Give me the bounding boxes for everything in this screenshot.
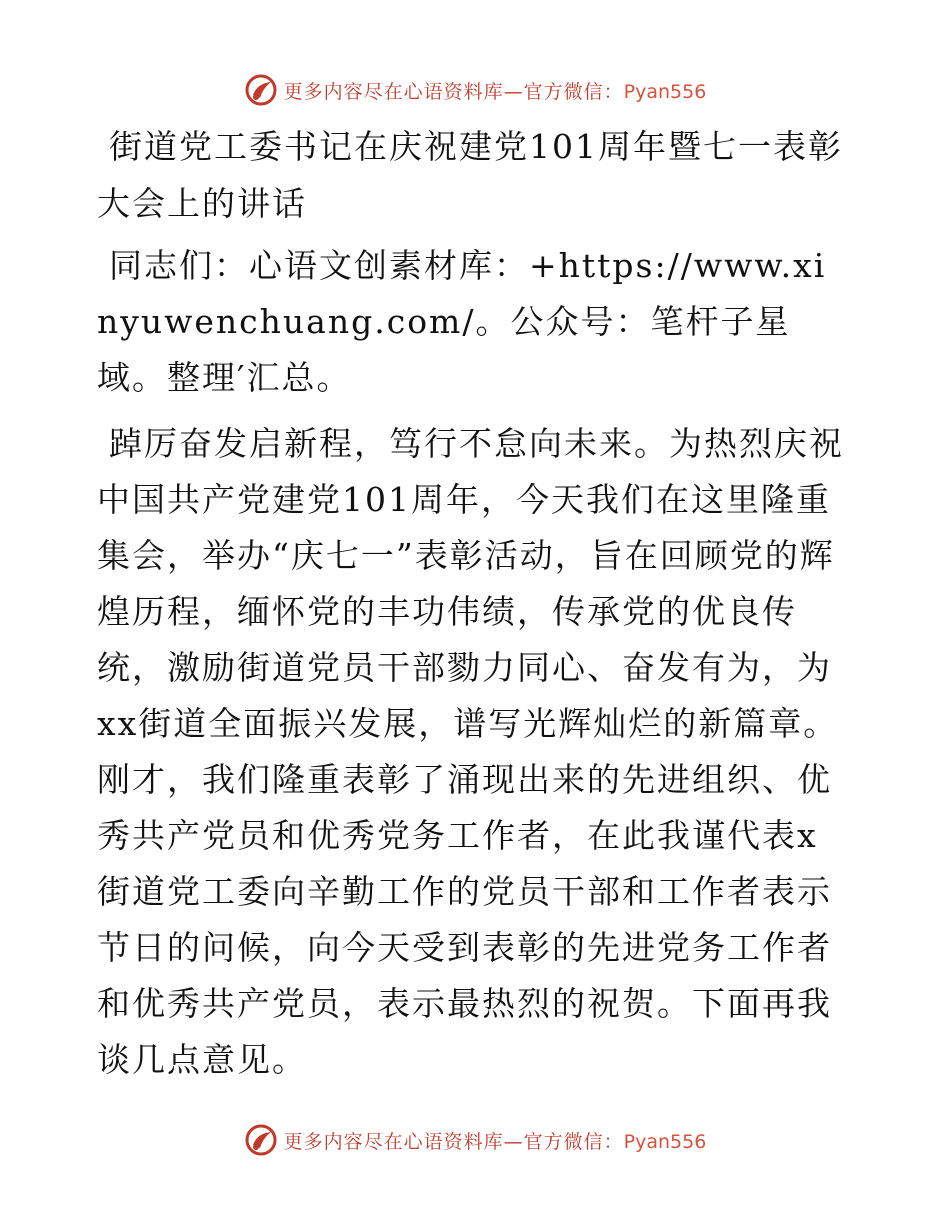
footer-watermark-banner bbox=[0, 1118, 950, 1162]
red-circular-logo-icon bbox=[244, 1123, 278, 1157]
document-body bbox=[97, 118, 849, 1098]
document-title: 街道党工委书记在庆祝建党101周年暨七一表彰大会上的讲话 bbox=[97, 127, 843, 223]
red-circular-logo-icon bbox=[244, 73, 278, 107]
watermark-handle: Pyan556 bbox=[623, 1130, 707, 1153]
watermark-text: 更多内容尽在心语资料库—官方微信：Pyan556 bbox=[283, 80, 707, 103]
paragraph-body: 踔厉奋发启新程，笃行不怠向未来。为热烈庆祝中国共产党建党101周年，今天我们在这里隆重集会，举办“庆七一”表彰活动，旨在回顾党的辉煌历程，缅怀党的丰功伟绩，传承党的优良传统，激励街道党员干部勠力同心、奋发有为，为xx街道全面振兴发展，谱写光辉灿烂的新篇章。刚才，我们隆重表彰了涌现出来的先进组织、优秀共产党员和优秀党务工作者，在此我谨代表x街道党工委向辛勤工作的党员干部和工作者表示节日的问候，向今天受到表彰的先进党务工作者和优秀共产党员，表示最热烈的祝贺。下面再我谈几点意见。 bbox=[97, 424, 844, 1079]
watermark-text: 更多内容尽在心语资料库—官方微信：Pyan556 bbox=[283, 1130, 707, 1153]
header-watermark-banner bbox=[0, 68, 950, 112]
paragraph-greeting: 同志们：心语文创素材库：+https://www.xinyuwenchuang.com/。公众号：笔杆子星域。整理′汇总。 bbox=[97, 246, 827, 397]
watermark-handle: Pyan556 bbox=[623, 80, 707, 103]
